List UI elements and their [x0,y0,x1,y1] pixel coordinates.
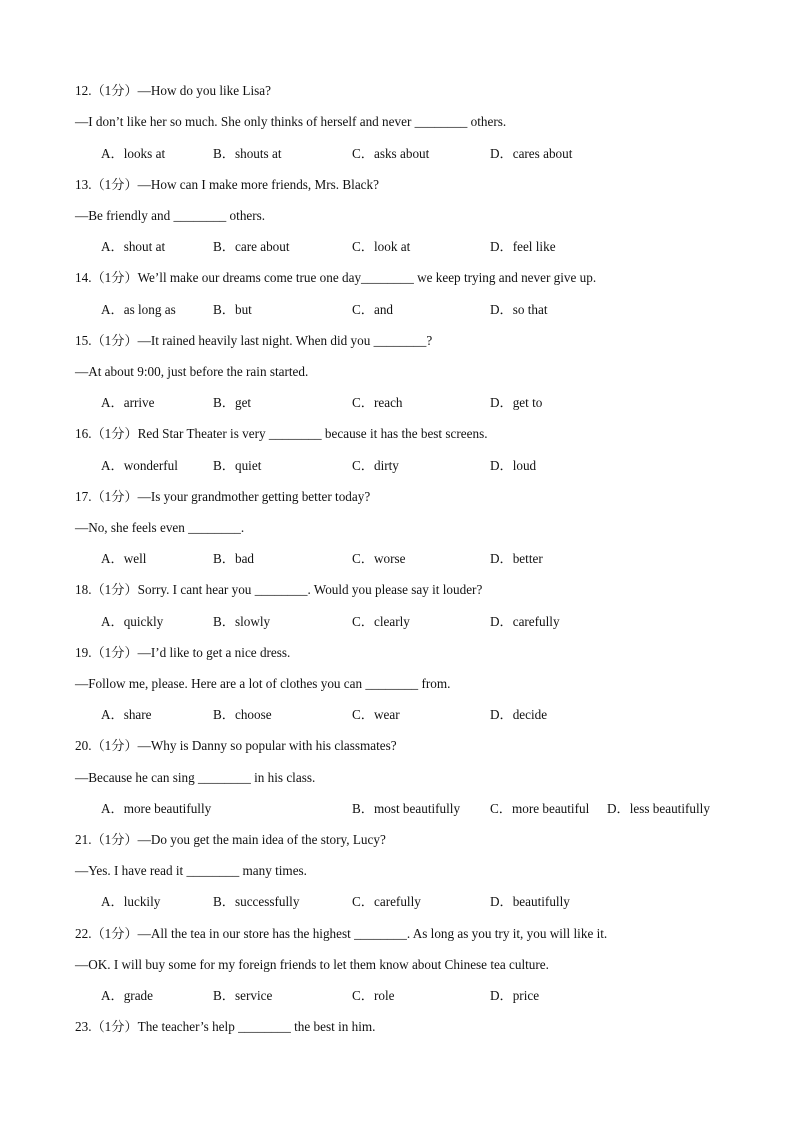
question-12-option-b[interactable]: B．shouts at [213,146,282,161]
question-19-option-d[interactable]: D．decide [490,707,548,722]
question-13-option-c[interactable]: C．look at [352,239,411,254]
question-15-option-c[interactable]: C．reach [352,395,403,410]
question-21-stem: 21.（1分）—Do you get the main idea of the story, Lucy? [75,832,386,847]
question-17-stem: 17.（1分）—Is your grandmother getting better today? [75,489,371,504]
question-21-option-d[interactable]: D．beautifully [490,894,570,909]
question-18-option-a[interactable]: A．quickly [101,614,164,629]
question-17-option-b[interactable]: B．bad [213,551,255,566]
question-17-option-d[interactable]: D．better [490,551,543,566]
question-14-option-c[interactable]: C．and [352,302,394,317]
question-13-stem: 13.（1分）—How can I make more friends, Mrs. Black? [75,177,379,192]
question-16-option-d[interactable]: D．loud [490,458,537,473]
question-20-option-a[interactable]: A．more beautifully [101,801,212,816]
question-12-option-d[interactable]: D．cares about [490,146,573,161]
question-18-option-c[interactable]: C．clearly [352,614,410,629]
question-13-option-a[interactable]: A．shout at [101,239,166,254]
question-12-dialogue: —I don’t like her so much. She only thinks of herself and never ________ others. [75,114,507,129]
question-13-dialogue: —Be friendly and ________ others. [75,208,266,223]
question-19-stem: 19.（1分）—I’d like to get a nice dress. [75,645,291,660]
question-15-option-d[interactable]: D．get to [490,395,543,410]
question-18-stem: 18.（1分）Sorry. I cant hear you ________. Would you please say it louder? [75,582,483,597]
question-16-option-a[interactable]: A．wonderful [101,458,178,473]
question-15-stem: 15.（1分）—It rained heavily last night. When did you ________? [75,333,433,348]
question-12-option-a[interactable]: A．looks at [101,146,166,161]
question-17-dialogue: —No, she feels even ________. [75,520,245,535]
question-12-option-c[interactable]: C．asks about [352,146,430,161]
question-15-option-a[interactable]: A．arrive [101,395,155,410]
question-19-option-c[interactable]: C．wear [352,707,400,722]
question-12-stem: 12.（1分）—How do you like Lisa? [75,83,271,98]
question-22-option-d[interactable]: D．price [490,988,540,1003]
question-14-option-b[interactable]: B．but [213,302,252,317]
question-23-stem: 23.（1分）The teacher’s help ________ the best in him. [75,1019,376,1034]
question-22-option-c[interactable]: C．role [352,988,395,1003]
question-20-dialogue: —Because he can sing ________ in his class. [75,770,316,785]
question-19-dialogue: —Follow me, please. Here are a lot of clothes you can ________ from. [75,676,451,691]
question-17-option-c[interactable]: C．worse [352,551,406,566]
question-13-option-d[interactable]: D．feel like [490,239,556,254]
question-21-option-a[interactable]: A．luckily [101,894,161,909]
question-14-option-d[interactable]: D．so that [490,302,548,317]
question-20-option-c[interactable]: C．more beautiful [490,801,590,816]
question-21-option-b[interactable]: B．successfully [213,894,300,909]
question-20-option-d[interactable]: D．less beautifully [607,801,710,816]
question-14-option-a[interactable]: A．as long as [101,302,176,317]
question-22-dialogue: —OK. I will buy some for my foreign friends to let them know about Chinese tea culture. [75,957,549,972]
question-16-option-c[interactable]: C．dirty [352,458,399,473]
question-22-stem: 22.（1分）—All the tea in our store has the highest ________. As long as you try it, you will like it. [75,926,608,941]
question-14-stem: 14.（1分）We’ll make our dreams come true one day________ we keep trying and never give up. [75,270,597,285]
question-15-option-b[interactable]: B．get [213,395,252,410]
question-16-option-b[interactable]: B．quiet [213,458,262,473]
question-20-stem: 20.（1分）—Why is Danny so popular with his classmates? [75,738,397,753]
question-20-option-b[interactable]: B．most beautifully [352,801,461,816]
question-16-stem: 16.（1分）Red Star Theater is very ________ because it has the best screens. [75,426,488,441]
question-19-option-b[interactable]: B．choose [213,707,272,722]
question-18-option-d[interactable]: D．carefully [490,614,560,629]
question-15-dialogue: —At about 9:00, just before the rain started. [75,364,309,379]
question-18-option-b[interactable]: B．slowly [213,614,271,629]
question-17-option-a[interactable]: A．well [101,551,147,566]
question-21-option-c[interactable]: C．carefully [352,894,421,909]
question-22-option-b[interactable]: B．service [213,988,273,1003]
question-13-option-b[interactable]: B．care about [213,239,290,254]
question-21-dialogue: —Yes. I have read it ________ many times. [75,863,307,878]
question-19-option-a[interactable]: A．share [101,707,152,722]
question-22-option-a[interactable]: A．grade [101,988,153,1003]
